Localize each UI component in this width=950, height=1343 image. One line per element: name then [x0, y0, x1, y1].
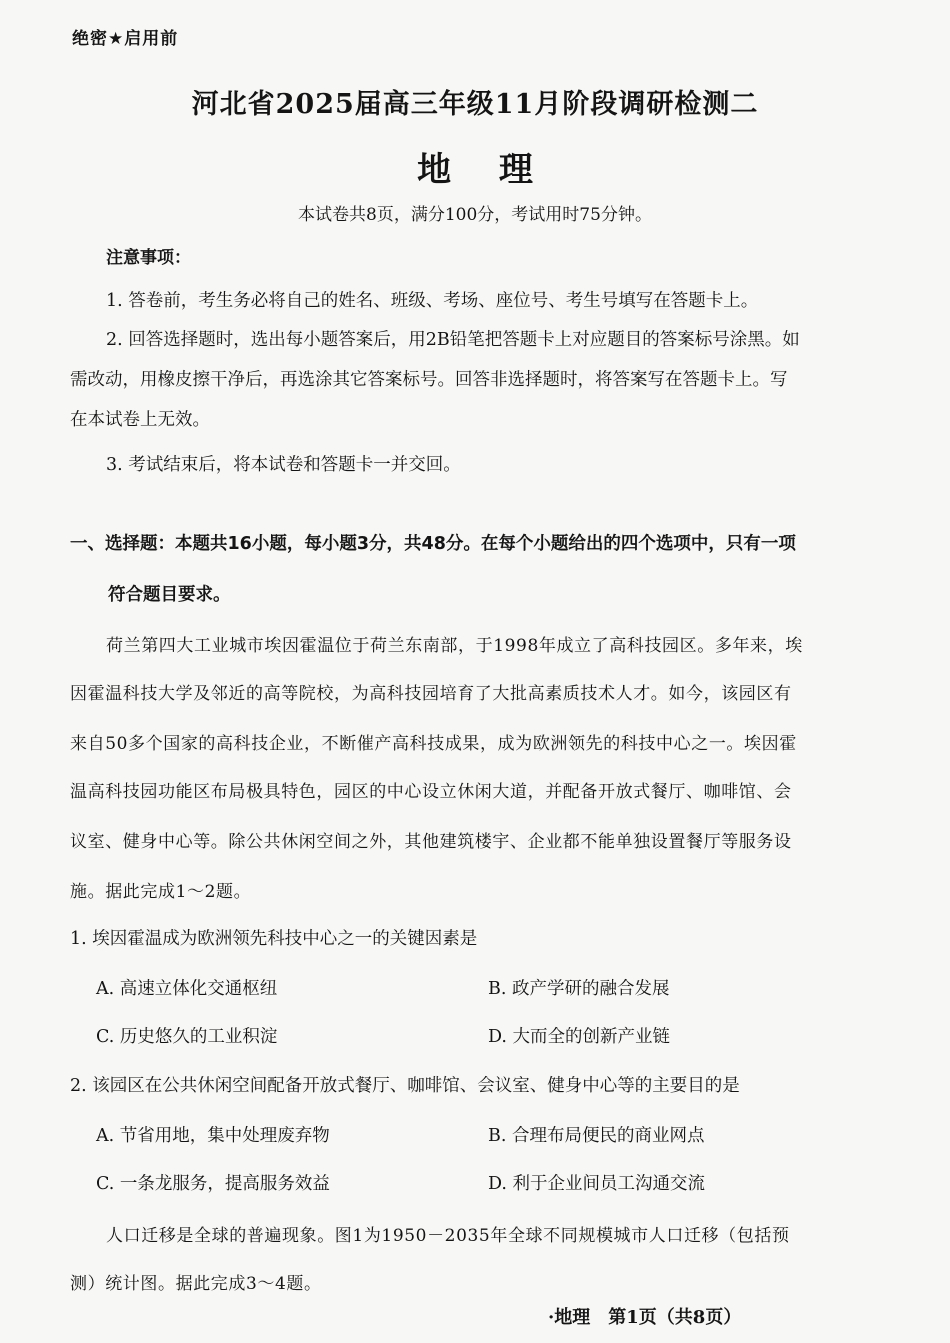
- section-heading-line-2: 符合题目要求。: [108, 585, 231, 605]
- notice-item-1: 1. 答卷前，考生务必将自己的姓名、班级、考场、座位号、考生号填写在答题卡上。: [106, 291, 759, 311]
- notice-heading: 注意事项：: [106, 248, 191, 268]
- passage-1-line-2: 因霍温科技大学及邻近的高等院校，为高科技园培育了大批高素质技术人才。如今，该园区有: [70, 684, 792, 704]
- question-2-option-d: D. 利于企业间员工沟通交流: [488, 1174, 706, 1194]
- question-2-option-b: B. 合理布局便民的商业网点: [488, 1126, 705, 1146]
- question-1-stem: 1. 埃因霍温成为欧洲领先科技中心之一的关键因素是: [70, 929, 478, 949]
- passage-1-line-1: 荷兰第四大工业城市埃因霍温位于荷兰东南部，于1998年成立了高科技园区。多年来，埃: [106, 636, 803, 656]
- notice-item-3: 3. 考试结束后，将本试卷和答题卡一并交回。: [106, 455, 461, 475]
- question-2-option-c: C. 一条龙服务，提高服务效益: [96, 1174, 330, 1194]
- subject-title: 地 理: [417, 150, 551, 190]
- notice-item-2-line-3: 在本试卷上无效。: [70, 410, 210, 430]
- passage-1-line-4: 温高科技园功能区布局极具特色，园区的中心设立休闲大道，并配备开放式餐厅、咖啡馆、会: [70, 782, 792, 802]
- passage-2-line-2: 测）统计图。据此完成3～4题。: [70, 1274, 322, 1294]
- notice-item-2-line-2: 需改动，用橡皮擦干净后，再选涂其它答案标号。回答非选择题时，将答案写在答题卡上。写: [70, 370, 788, 390]
- question-2-stem: 2. 该园区在公共休闲空间配备开放式餐厅、咖啡馆、会议室、健身中心等的主要目的是: [70, 1076, 740, 1096]
- exam-title: 河北省2025届高三年级11月阶段调研检测二: [191, 89, 759, 120]
- passage-1-line-3: 来自50多个国家的高科技企业，不断催产高科技成果，成为欧洲领先的科技中心之一。埃因霍: [70, 734, 797, 754]
- question-1-option-a: A. 高速立体化交通枢纽: [96, 979, 278, 999]
- question-1-option-c: C. 历史悠久的工业积淀: [96, 1027, 278, 1047]
- section-heading-line-1: 一、选择题：本题共16小题，每小题3分，共48分。在每个小题给出的四个选项中，只有一项: [70, 534, 796, 554]
- page-footer: ·地理 第1页（共8页）: [548, 1307, 742, 1328]
- question-1-option-b: B. 政产学研的融合发展: [488, 979, 670, 999]
- question-2-option-a: A. 节省用地，集中处理废弃物: [96, 1126, 330, 1146]
- question-1-option-d: D. 大而全的创新产业链: [488, 1027, 671, 1047]
- notice-item-2-line-1: 2. 回答选择题时，选出每小题答案后，用2B铅笔把答题卡上对应题目的答案标号涂黑。如: [106, 330, 800, 350]
- passage-1-line-5: 议室、健身中心等。除公共休闲空间之外，其他建筑楼宇、企业都不能单独设置餐厅等服务设: [70, 832, 792, 852]
- passage-1-line-6: 施。据此完成1～2题。: [70, 882, 252, 902]
- passage-2-line-1: 人口迁移是全球的普遍现象。图1为1950－2035年全球不同规模城市人口迁移（包括预: [106, 1226, 790, 1246]
- confidential-mark: 绝密★启用前: [72, 29, 179, 49]
- exam-info: 本试卷共8页，满分100分，考试用时75分钟。: [298, 205, 652, 225]
